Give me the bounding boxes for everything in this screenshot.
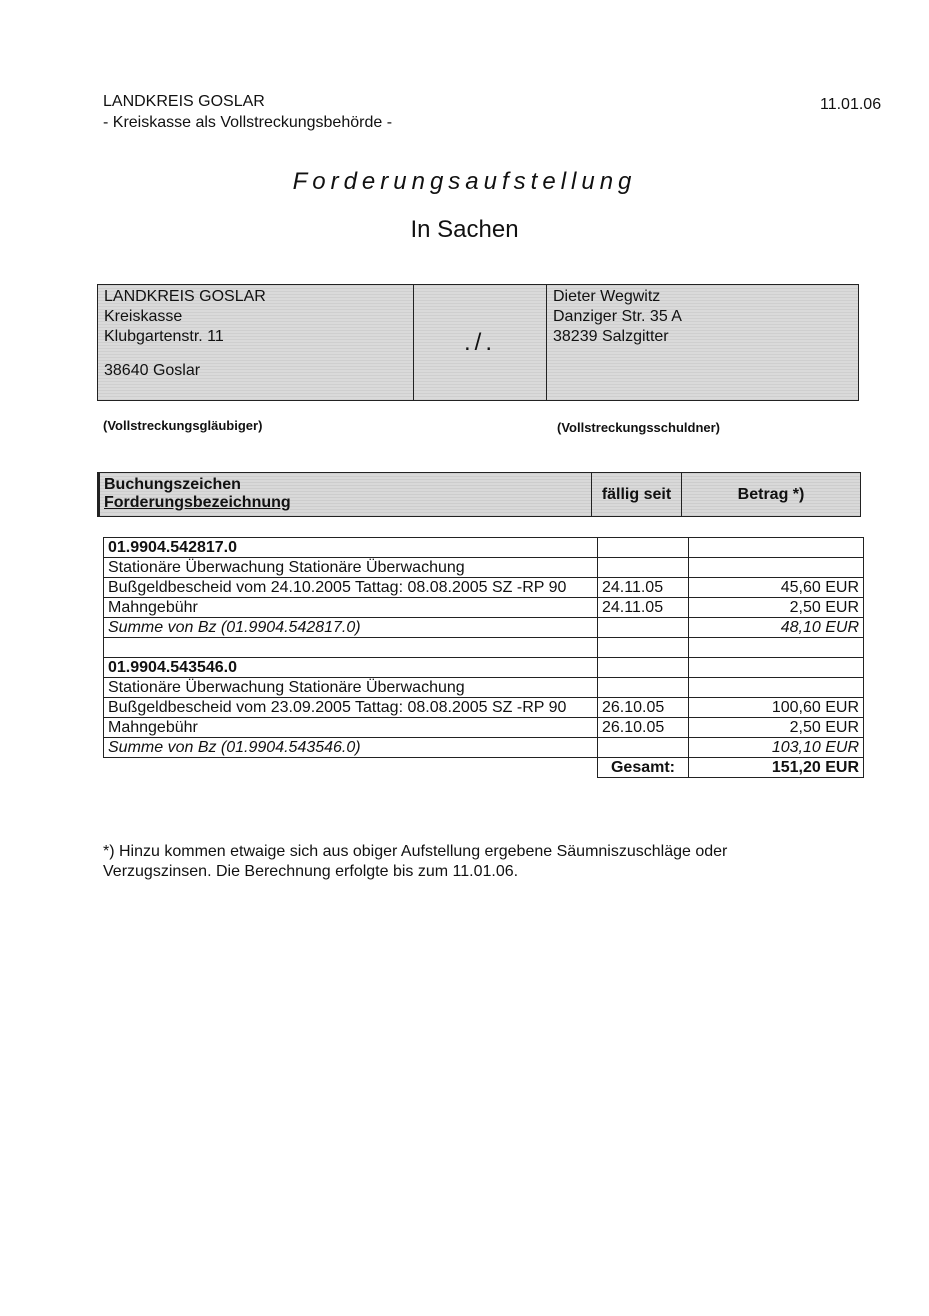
claim-description: Bußgeldbescheid vom 23.09.2005 Tattag: 08.08.2005 SZ -RP 90 [104, 698, 598, 718]
parties-box [97, 284, 859, 401]
table-row [104, 558, 864, 578]
debtor-line: Dieter Wegwitz [553, 288, 661, 305]
table-row [104, 538, 864, 558]
table-row [104, 678, 864, 698]
subtotal-label: Summe von Bz (01.9904.542817.0) [104, 618, 598, 638]
booking-reference: 01.9904.542817.0 [104, 538, 598, 558]
subtotal-amount: 103,10 EUR [689, 738, 864, 758]
creditor-line: LANDKREIS GOSLAR [104, 288, 266, 305]
due-cell [598, 678, 689, 698]
due-date: 26.10.05 [598, 718, 689, 738]
table-row [104, 598, 864, 618]
due-cell [598, 538, 689, 558]
due-date: 24.11.05 [598, 598, 689, 618]
column-header-amount: Betrag *) [737, 485, 805, 503]
column-header-due: fällig seit [592, 473, 682, 516]
due-date: 26.10.05 [598, 698, 689, 718]
total-amount: 151,20 EUR [689, 758, 864, 778]
claim-description: Bußgeldbescheid vom 24.10.2005 Tattag: 08.08.2005 SZ -RP 90 [104, 578, 598, 598]
due-cell [598, 658, 689, 678]
creditor-address [98, 285, 414, 400]
header-dept: - Kreiskasse als Vollstreckungsbehörde - [103, 114, 393, 131]
table-row [104, 738, 864, 758]
creditor-line: Kreiskasse [104, 308, 183, 325]
table-row [104, 698, 864, 718]
creditor-zip-city: 38640 Goslar [104, 362, 201, 379]
debtor-address [547, 285, 858, 400]
total-label: Gesamt: [598, 758, 689, 778]
versus-separator: ./. [414, 285, 547, 400]
amount-cell [689, 658, 864, 678]
column-header-line: Forderungsbezeichnung [104, 494, 291, 511]
subtotal-amount: 48,10 EUR [689, 618, 864, 638]
header-org: LANDKREIS GOSLAR [103, 93, 265, 110]
creditor-line: Klubgartenstr. 11 [104, 328, 224, 345]
debtor-line: 38239 Salzgitter [553, 328, 669, 345]
column-header-reference [100, 473, 592, 516]
claim-amount: 100,60 EUR [689, 698, 864, 718]
table-row [104, 758, 864, 778]
document-subtitle: In Sachen [410, 216, 519, 243]
due-date: 24.11.05 [598, 578, 689, 598]
table-row [104, 578, 864, 598]
claim-amount: 2,50 EUR [689, 598, 864, 618]
document-date: 11.01.06 [820, 96, 882, 113]
footnote: *) Hinzu kommen etwaige sich aus obiger Aufstellung ergebene Säumniszuschläge oder Verzugszinsen. Die Berechnung erfolgte bis zum 11.01.06. [103, 843, 728, 880]
amount-cell [689, 538, 864, 558]
debtor-role: (Vollstreckungsschuldner) [557, 420, 721, 435]
column-header-line: Buchungszeichen [104, 476, 241, 493]
table-header-band [97, 472, 861, 517]
claim-amount: 2,50 EUR [689, 718, 864, 738]
subtotal-label: Summe von Bz (01.9904.543546.0) [104, 738, 598, 758]
claims-table [103, 537, 864, 778]
claim-category: Stationäre Überwachung Stationäre Überwachung [104, 678, 598, 698]
due-cell [598, 738, 689, 758]
amount-cell [689, 678, 864, 698]
claim-description: Mahngebühr [104, 598, 598, 618]
creditor-role: (Vollstreckungsgläubiger) [103, 418, 263, 433]
amount-cell [689, 558, 864, 578]
booking-reference: 01.9904.543546.0 [104, 658, 598, 678]
document-title: Forderungsaufstellung [292, 168, 637, 195]
table-row [104, 718, 864, 738]
table-row [104, 658, 864, 678]
table-row [104, 618, 864, 638]
claim-amount: 45,60 EUR [689, 578, 864, 598]
claim-description: Mahngebühr [104, 718, 598, 738]
table-row [104, 638, 864, 658]
debtor-line: Danziger Str. 35 A [553, 308, 682, 325]
due-cell [598, 558, 689, 578]
claim-category: Stationäre Überwachung Stationäre Überwachung [104, 558, 598, 578]
due-cell [598, 618, 689, 638]
